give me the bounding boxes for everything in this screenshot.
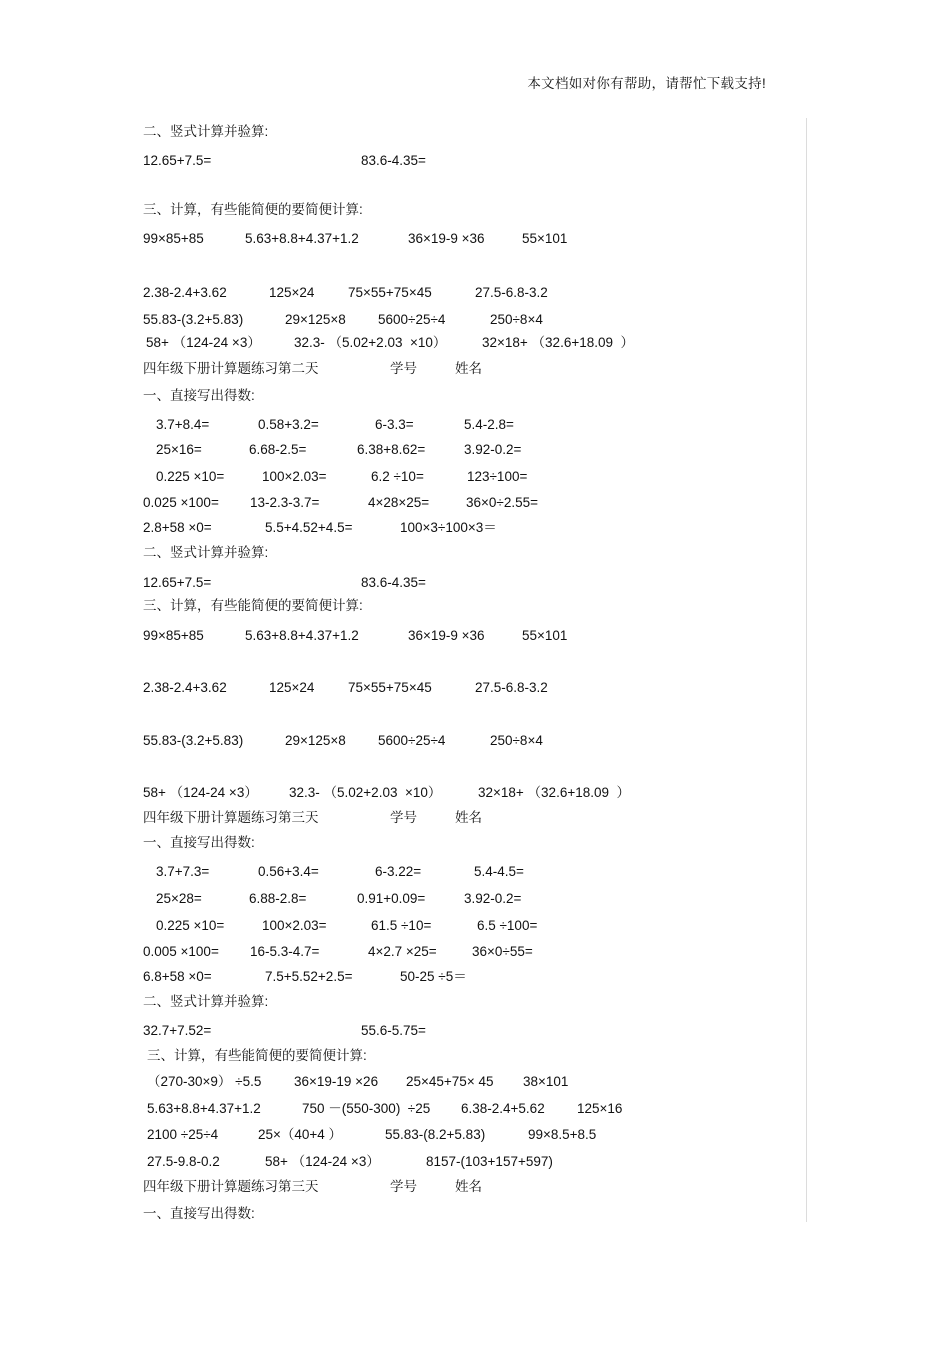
line-text: 二、竖式计算并验算:: [143, 994, 269, 1009]
line-text: 6.38-2.4+5.62: [461, 1101, 545, 1116]
line-text: 83.6-4.35=: [361, 575, 426, 590]
page-margin-line: [806, 118, 807, 1222]
line-text: 99×8.5+8.5: [528, 1127, 597, 1142]
line-text: 29×125×8: [285, 312, 346, 327]
line-text: 32.3- （5.02+2.03 ×10）: [294, 335, 447, 350]
line-text: 61.5 ÷10=: [371, 918, 432, 933]
line-text: 一、直接写出得数:: [143, 388, 255, 403]
line-text: 750 －(550-300) ÷25: [302, 1101, 431, 1116]
line-text: 32×18+ （32.6+18.09 ）: [478, 785, 630, 800]
line-text: 2100 ÷25÷4: [147, 1127, 219, 1142]
line-text: 32.7+7.52=: [143, 1023, 212, 1038]
line-text: 36×19-9 ×36: [408, 628, 485, 643]
line-text: 13-2.3-3.7=: [250, 495, 320, 510]
line-text: 5.63+8.8+4.37+1.2: [147, 1101, 261, 1116]
line-text: 三、计算，有些能简便的要简便计算:: [147, 1048, 367, 1063]
line-text: 36×0÷55=: [472, 944, 533, 959]
line-text: 29×125×8: [285, 733, 346, 748]
line-text: 2.8+58 ×0=: [143, 520, 212, 535]
line-text: 5.4-4.5=: [474, 864, 524, 879]
line-text: 6.5 ÷100=: [477, 918, 538, 933]
line-text: 12.65+7.5=: [143, 153, 212, 168]
line-text: 4×2.7 ×25=: [368, 944, 437, 959]
line-text: 55.83-(8.2+5.83): [385, 1127, 486, 1142]
line-text: 99×85+85: [143, 628, 204, 643]
line-text: 5.4-2.8=: [464, 417, 514, 432]
line-text: 二、竖式计算并验算:: [143, 545, 269, 560]
line-text: 250÷8×4: [490, 312, 543, 327]
line-text: 4×28×25=: [368, 495, 430, 510]
line-text: 6-3.22=: [375, 864, 422, 879]
line-text: 二、竖式计算并验算:: [143, 124, 269, 139]
line-text: 3.7+8.4=: [156, 417, 210, 432]
line-text: 58+ （124-24 ×3）: [146, 335, 261, 350]
line-text: 三、计算，有些能简便的要简便计算:: [143, 202, 363, 217]
line-text: 四年级下册计算题练习第二天: [143, 361, 319, 376]
line-text: 27.5-6.8-3.2: [475, 285, 548, 300]
line-text: 3.92-0.2=: [464, 442, 522, 457]
line-text: 三、计算，有些能简便的要简便计算:: [143, 598, 363, 613]
line-text: 一、直接写出得数:: [143, 1206, 255, 1221]
line-text: 99×85+85: [143, 231, 204, 246]
line-text: 100×2.03=: [262, 469, 327, 484]
line-text: 0.91+0.09=: [357, 891, 426, 906]
line-text: 38×101: [523, 1074, 569, 1089]
line-text: 50-25 ÷5＝: [400, 969, 467, 984]
line-text: 25×16=: [156, 442, 202, 457]
line-text: 一、直接写出得数:: [143, 835, 255, 850]
line-text: 学号: [390, 1179, 417, 1194]
line-text: 32×18+ （32.6+18.09 ）: [482, 335, 634, 350]
line-text: 学号: [390, 810, 417, 825]
line-text: 2.38-2.4+3.62: [143, 680, 227, 695]
line-text: 0.56+3.4=: [258, 864, 319, 879]
line-text: 5.63+8.8+4.37+1.2: [245, 628, 359, 643]
line-text: 55×101: [522, 231, 568, 246]
line-text: 55×101: [522, 628, 568, 643]
line-text: 55.83-(3.2+5.83): [143, 733, 244, 748]
line-text: 75×55+75×45: [348, 285, 432, 300]
line-text: 27.5-6.8-3.2: [475, 680, 548, 695]
line-text: 125×24: [269, 285, 315, 300]
line-text: 16-5.3-4.7=: [250, 944, 320, 959]
line-text: 5600÷25÷4: [378, 312, 446, 327]
line-text: 5600÷25÷4: [378, 733, 446, 748]
line-text: 6.8+58 ×0=: [143, 969, 212, 984]
line-text: 36×19-19 ×26: [294, 1074, 379, 1089]
line-text: 100×2.03=: [262, 918, 327, 933]
header-note: 本文档如对你有帮助，请帮忙下载支持!: [527, 76, 766, 91]
line-text: 58+ （124-24 ×3）: [265, 1154, 380, 1169]
line-text: 6.68-2.5=: [249, 442, 307, 457]
line-text: 姓名: [455, 1179, 482, 1194]
line-text: 36×19-9 ×36: [408, 231, 485, 246]
line-text: 2.38-2.4+3.62: [143, 285, 227, 300]
line-text: 7.5+5.52+2.5=: [265, 969, 353, 984]
line-text: 250÷8×4: [490, 733, 543, 748]
line-text: 3.92-0.2=: [464, 891, 522, 906]
line-text: 12.65+7.5=: [143, 575, 212, 590]
line-text: 8157-(103+157+597): [426, 1154, 553, 1169]
line-text: 55.83-(3.2+5.83): [143, 312, 244, 327]
line-text: 3.7+7.3=: [156, 864, 210, 879]
line-text: （270-30×9） ÷5.5: [147, 1074, 262, 1089]
line-text: 25×（40+4 ）: [258, 1127, 343, 1142]
line-text: 25×28=: [156, 891, 202, 906]
line-text: 27.5-9.8-0.2: [147, 1154, 220, 1169]
line-text: 0.58+3.2=: [258, 417, 319, 432]
line-text: 四年级下册计算题练习第三天: [143, 810, 319, 825]
line-text: 83.6-4.35=: [361, 153, 426, 168]
line-text: 0.225 ×10=: [156, 469, 225, 484]
line-text: 5.5+4.52+4.5=: [265, 520, 353, 535]
line-text: 5.63+8.8+4.37+1.2: [245, 231, 359, 246]
line-text: 6-3.3=: [375, 417, 414, 432]
line-text: 学号: [390, 361, 417, 376]
line-text: 6.38+8.62=: [357, 442, 426, 457]
line-text: 32.3- （5.02+2.03 ×10）: [289, 785, 442, 800]
line-text: 55.6-5.75=: [361, 1023, 426, 1038]
line-text: 0.005 ×100=: [143, 944, 219, 959]
line-text: 姓名: [455, 810, 482, 825]
line-text: 75×55+75×45: [348, 680, 432, 695]
line-text: 四年级下册计算题练习第三天: [143, 1179, 319, 1194]
line-text: 0.225 ×10=: [156, 918, 225, 933]
line-text: 36×0÷2.55=: [466, 495, 538, 510]
line-text: 25×45+75× 45: [406, 1074, 494, 1089]
line-text: 6.2 ÷10=: [371, 469, 424, 484]
line-text: 58+ （124-24 ×3）: [143, 785, 258, 800]
line-text: 姓名: [455, 361, 482, 376]
line-text: 125×24: [269, 680, 315, 695]
line-text: 125×16: [577, 1101, 623, 1116]
line-text: 6.88-2.8=: [249, 891, 307, 906]
line-text: 100×3÷100×3＝: [400, 520, 497, 535]
line-text: 0.025 ×100=: [143, 495, 219, 510]
line-text: 123÷100=: [467, 469, 528, 484]
